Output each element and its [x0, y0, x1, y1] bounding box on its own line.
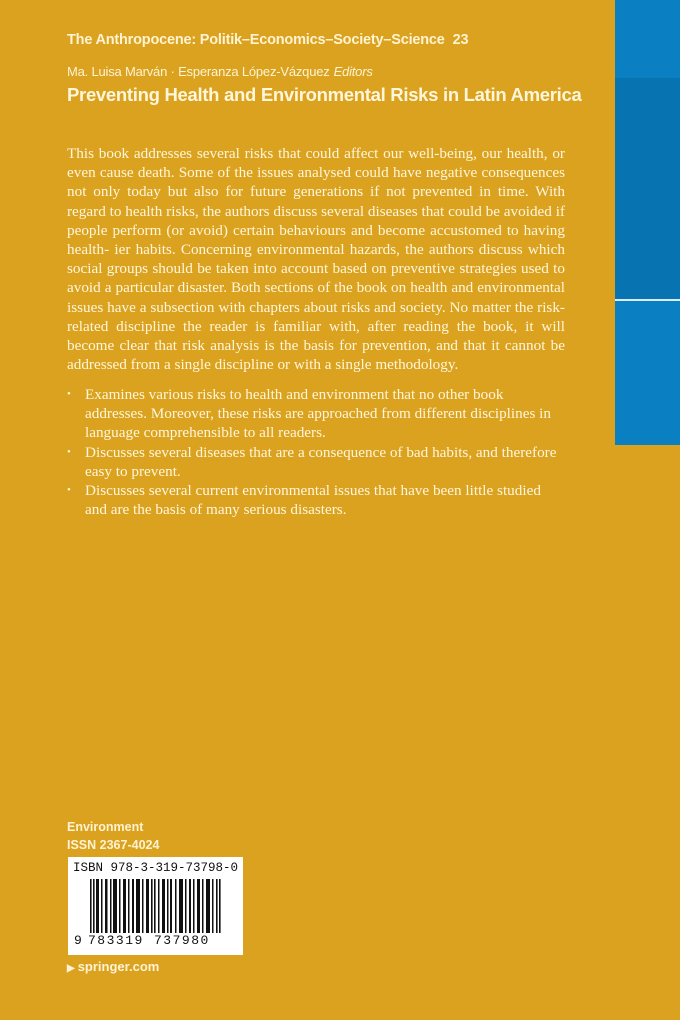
subject-label: Environment — [67, 820, 144, 834]
publisher-link[interactable] — [67, 959, 159, 974]
bullet-icon: • — [67, 445, 71, 458]
accent-bar — [615, 0, 680, 445]
book-description: This book addresses several risks that could affect our well-being, our health, or even cause death. Some of the issues analysed could have negative consequences not only today but also for future generations if not prevented in time. With regard to health risks, the authors discuss several diseases that could be avoided if people perform (or avoid) certain behaviours and become accustomed to having health- ier habits. Concerning environmental hazards, the authors discuss which social groups should be taken into account based on preventive strategies used to avoid a particular disaster. Both sections of the book on health and environmental issues have a subsection with chapters about risks and society. No matter the risk-related discipline the reader is familiar with, after reading the book, it will become clear that risk analysis is the basis for prevention, and that it cannot be addressed from a single discipline or with a single methodology. — [67, 145, 565, 374]
accent-bar-band — [615, 78, 680, 300]
feature-item: • Discusses several diseases that are a consequence of bad habits, and therefore easy to prevent. — [67, 443, 557, 480]
editors-role: Editors — [333, 64, 373, 79]
series-name: The Anthropocene: Politik–Economics–Society–Science — [67, 32, 445, 48]
publisher-url: springer.com — [77, 959, 160, 974]
barcode — [68, 857, 243, 955]
feature-item: • Examines various risks to health and environment that no other book addresses. Moreover, these risks are approached from different disciplines in language comprehensible to all readers. — [67, 386, 551, 442]
book-title: Preventing Health and Environmental Risks in Latin America — [67, 84, 582, 105]
feature-item: • Discusses several current environmental issues that have been little studied and are the basis of many serious disasters. — [67, 482, 541, 519]
bullet-icon: • — [67, 484, 71, 497]
series-number: 23 — [452, 32, 469, 48]
play-arrow-icon: ▶ — [67, 963, 75, 974]
series-title — [67, 32, 468, 48]
editors-line — [67, 64, 373, 79]
bullet-icon: • — [67, 388, 71, 400]
isbn-label: ISBN 978-3-319-73798-0 — [72, 861, 239, 875]
barcode-digits: 9 783319 737980 — [74, 933, 224, 948]
editors-names: Ma. Luisa Marván · Esperanza López-Vázquez — [67, 64, 330, 79]
accent-bar-rule — [615, 299, 680, 301]
issn-label: ISSN 2367-4024 — [67, 838, 160, 852]
feature-list — [67, 385, 565, 519]
